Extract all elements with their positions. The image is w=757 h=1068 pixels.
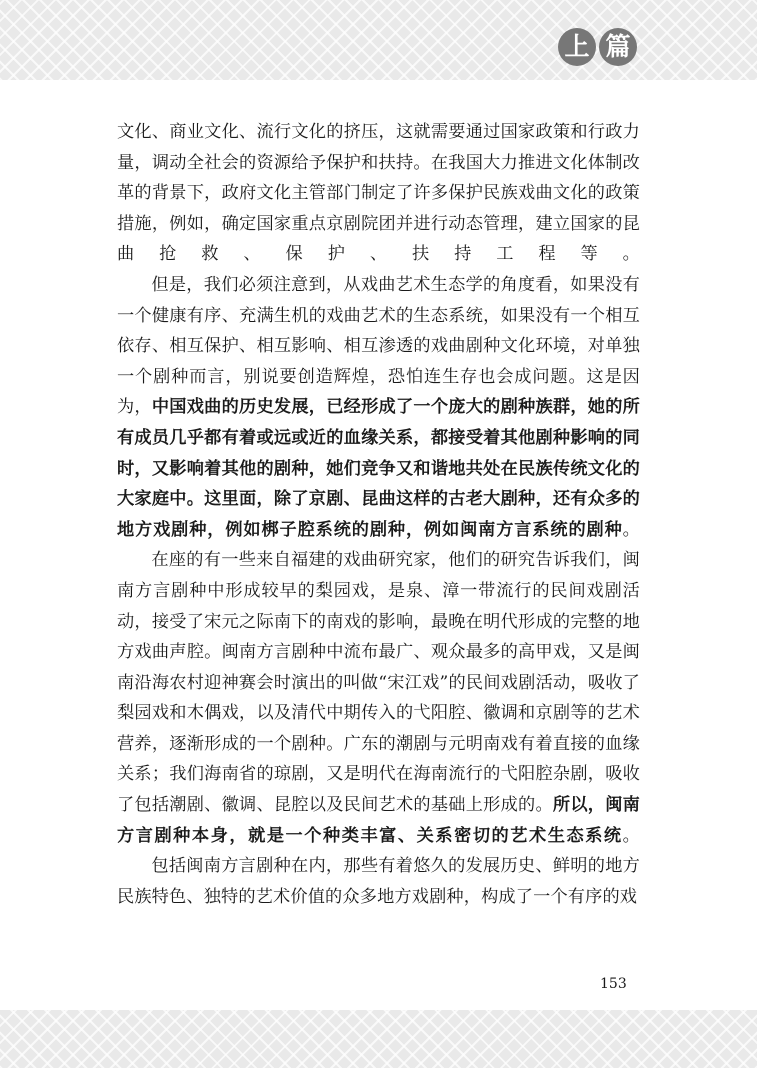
section-badge-char: 篇 bbox=[599, 28, 637, 66]
text-run: 包括闽南方言剧种在内，那些有着悠久的发展历史、鲜明的地方民族特色、独特的艺术价值的众多地方戏剧种，构成了一个有序的戏 bbox=[117, 856, 640, 907]
paragraph bbox=[117, 851, 640, 912]
section-badge bbox=[558, 28, 637, 66]
emphasized-text-run: 所以，闽南方言剧种本身，就是一个种类丰富、关系密切的艺术生态系统 bbox=[117, 795, 640, 846]
emphasized-text-run: 中国戏曲的历史发展，已经形成了一个庞大的剧种族群，她的所有成员几乎都有着或远或近的血缘关系，都接受着其他剧种影响的同时，又影响着其他的剧种，她们竞争又和谐地共处在民族传统文化的大家庭中。这里面，除了京剧、昆曲这样的古老大剧种，还有众多的地方戏剧种，例如梆子腔系统的剧种，例如闽南方言系统的剧种 bbox=[117, 397, 640, 540]
header-pattern-band bbox=[0, 0, 757, 80]
paragraph bbox=[117, 117, 640, 270]
text-run: 但是，我们必须注意到，从戏曲艺术生态学的角度看，如果没有一个健康有序、充满生机的戏曲艺术的生态系统，如果没有一个相互依存、相互保护、相互影响、相互渗透的戏曲剧种文化环境，对单独一个剧种而言，别说要创造辉煌，恐怕连生存也会成问题。这是因为， bbox=[117, 274, 640, 418]
text-run: 。 bbox=[622, 519, 640, 540]
paragraph bbox=[117, 270, 640, 545]
text-run: 文化、商业文化、流行文化的挤压，这就需要通过国家政策和行政力量，调动全社会的资源给予保护和扶持。在我国大力推进文化体制改革的背景下，政府文化主管部门制定了许多保护民族戏曲文化的政策措施，例如，确定国家重点京剧院团并进行动态管理，建立国家的昆曲抢救、保护、扶持工程等。 bbox=[117, 122, 640, 265]
text-run: 。 bbox=[622, 825, 640, 846]
paragraph bbox=[117, 545, 640, 851]
section-badge-char: 上 bbox=[558, 28, 596, 66]
footer-pattern-band bbox=[0, 1010, 757, 1068]
body-text bbox=[117, 117, 640, 912]
text-run: 在座的有一些来自福建的戏曲研究家，他们的研究告诉我们，闽南方言剧种中形成较早的梨园戏，是泉、漳一带流行的民间戏剧活动，接受了宋元之际南下的南戏的影响，最晚在明代形成的完整的地方戏曲声腔。闽南方言剧种中流布最广、观众最多的高甲戏，又是闽南沿海农村迎神赛会时演出的叫做“宋江戏”的民间戏剧活动，吸收了梨园戏和木偶戏，以及清代中期传入的弋阳腔、徽调和京剧等的艺术营养，逐渐形成的一个剧种。广东的潮剧与元明南戏有着直接的血缘关系；我们海南省的琼剧，又是明代在海南流行的弋阳腔杂剧，吸收了包括潮剧、徽调、昆腔以及民间艺术的基础上形成的。 bbox=[117, 550, 640, 816]
page-number: 153 bbox=[600, 976, 627, 992]
